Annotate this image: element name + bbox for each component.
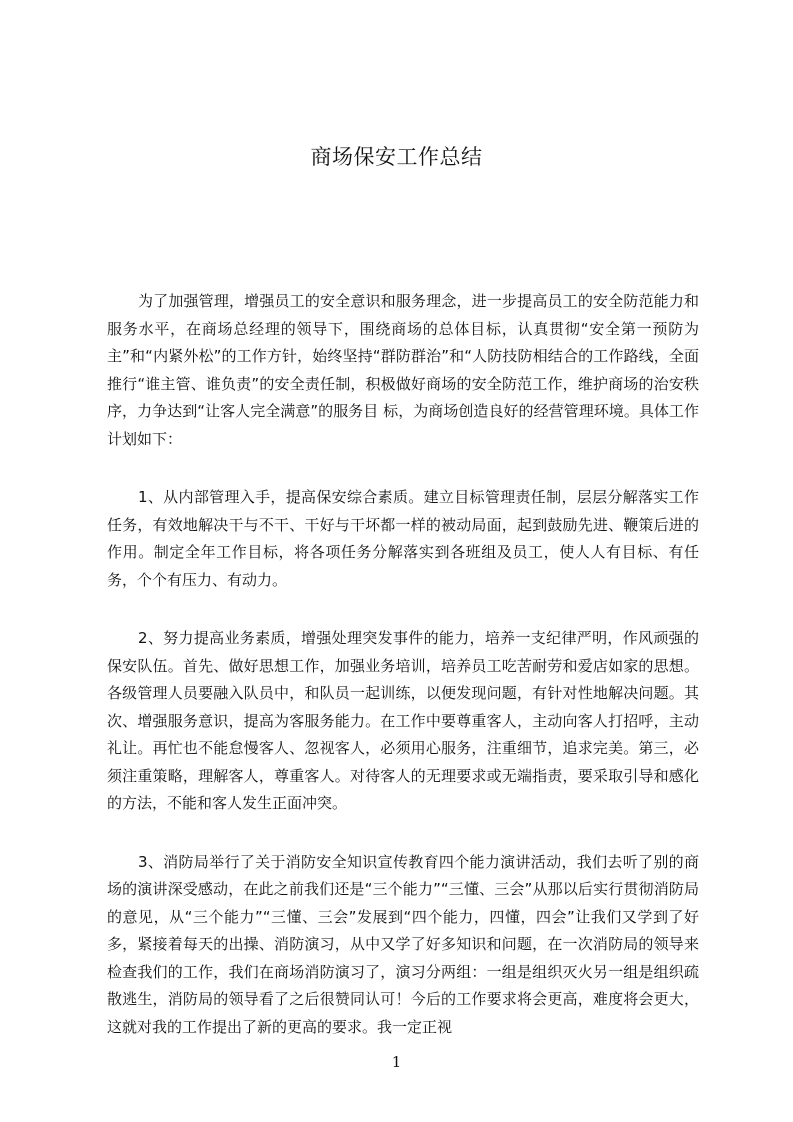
paragraph-item-1: 1、从内部管理入手，提高保安综合素质。建立目标管理责任制，层层分解落实工作任务，有效地解决干与不干、干好与干坏都一样的被动局面，起到鼓励先进、鞭策后进的作用。制定全年工作目标，将各项任务分解落实到各班组及员工，使人人有目标、有任务，个个有压力、有动力。 [107,488,699,589]
document-body [107,288,699,1072]
page-title: 商场保安工作总结 [310,145,483,169]
paragraph-intro: 为了加强管理，增强员工的安全意识和服务理念，进一步提高员工的安全防范能力和服务水平，在商场总经理的领导下，围绕商场的总体目标，认真贯彻“安全第一预防为主”和“内紧外松”的工作方针，始终坚持“群防群治”和“人防技防相结合的工作路线，全面推行“谁主管、谁负责”的安全责任制，积极做好商场的安全防范工作，维护商场的治安秩序，力争达到“让客人完全满意”的服务目 标，为商场创造良好的经营管理环境。具体工作计划如下： [107,292,699,448]
page-number: 1 [391,1053,402,1071]
paragraph-item-3: 3、消防局举行了关于消防安全知识宣传教育四个能力演讲活动，我们去听了别的商场的演讲深受感动，在此之前我们还是“三个能力”“三懂、三会”从那以后实行贯彻消防局的意见，从“三个能力”“三懂、三会”发展到“四个能力，四懂，四会”让我们又学到了好多，紧接着每天的出操、消防演习，从中又学了好多知识和问题，在一次消防局的领导来检查我们的工作，我们在商场消防演习了，演习分两组：一组是组织灭火另一组是组织疏散逃生，消防局的领导看了之后很赞同认可！今后的工作要求将会更高，难度将会更大，这就对我的工作提出了新的更高的要求。我一定正视 [107,852,699,1036]
paragraph-item-2: 2、努力提高业务素质，增强处理突发事件的能力，培养一支纪律严明，作风顽强的保安队伍。首先、做好思想工作，加强业务培训，培养员工吃苦耐劳和爱店如家的思想。各级管理人员要融入队员中，和队员一起训练，以便发现问题，有针对性地解决问题。其次、增强服务意识，提高为客服务能力。在工作中要尊重客人，主动向客人打招呼，主动礼让。再忙也不能怠慢客人、忽视客人，必须用心服务，注重细节，追求完美。第三，必须注重策略，理解客人，尊重客人。对待客人的无理要求或无端指责，要采取引导和感化的方法，不能和客人发生正面冲突。 [107,629,699,812]
